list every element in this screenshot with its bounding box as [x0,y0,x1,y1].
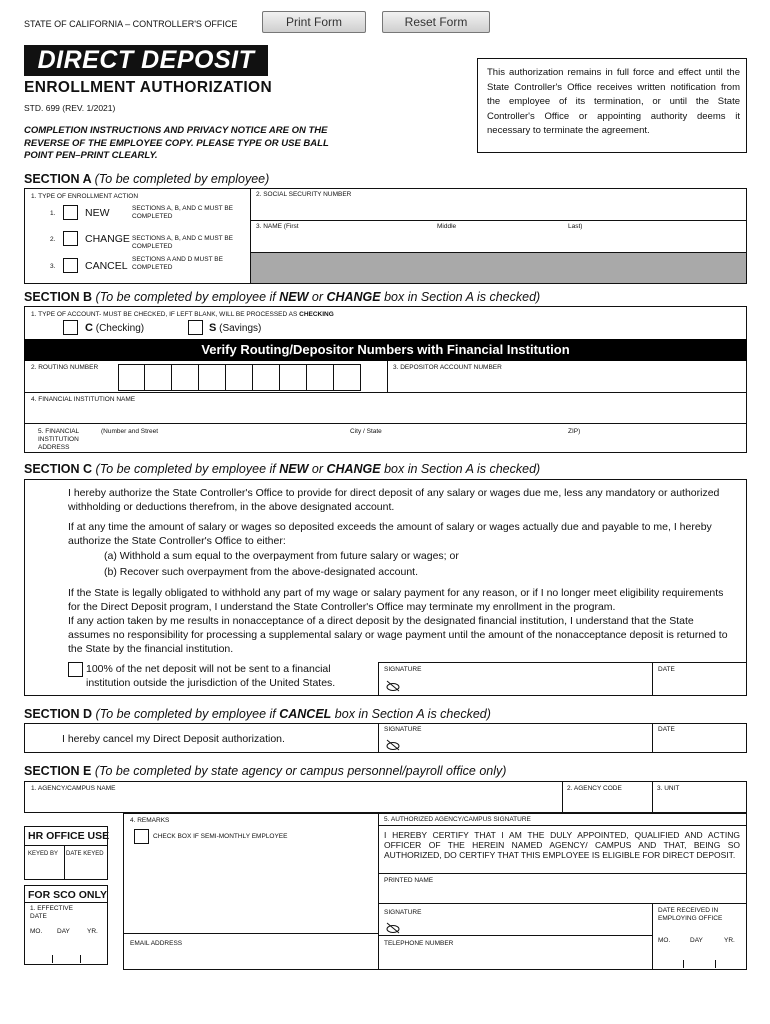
checking-checkbox[interactable] [63,320,78,335]
hr-office-title: HR OFFICE USE [28,830,110,842]
routing-digit[interactable] [146,365,172,391]
foreign-deposit-note: 100% of the net deposit will not be sent to a financial institution outside the jurisdiction of the United States. [86,663,336,689]
section-d-heading: SECTION D (To be completed by employee if CANCEL box in Section A is checked) [24,707,491,721]
account-type-label: 1. TYPE OF ACCOUNT- MUST BE CHECKED, IF LEFT BLANK, WILL BE PROCESSED AS CHECKING [31,311,334,318]
received-yr-label: YR. [724,937,735,944]
section-e-heading: SECTION E (To be completed by state agency or campus personnel/payroll office only) [24,764,507,778]
cancel-authorization-text: I hereby cancel my Direct Deposit authorization. [62,733,285,745]
pen-icon [385,922,401,934]
checking-label: C (Checking) [85,322,145,334]
name-input[interactable] [251,232,746,251]
routing-digit[interactable] [200,365,226,391]
direct-deposit-logo: DIRECT DEPOSIT [24,45,268,76]
effective-day-label: DAY [57,928,70,935]
pen-icon [385,739,401,751]
routing-digit[interactable] [281,365,307,391]
institution-name-label: 4. FINANCIAL INSTITUTION NAME [31,396,136,403]
section-d-signature-label: SIGNATURE [384,726,422,733]
section-b-heading: SECTION B (To be completed by employee if NEW or CHANGE box in Section A is checked) [24,290,541,304]
routing-digit[interactable] [227,365,253,391]
sco-only-title: FOR SCO ONLY [28,889,107,901]
section-d-date-field[interactable] [655,735,745,752]
printed-name-input[interactable] [381,886,745,902]
change-label: CHANGE [85,233,130,245]
authorization-para-1: I hereby authorize the State Controller's Office to provide for direct deposit of any salary or wages due me, less any mandatory or authorized withholding or deductions therefrom, in the above designated account. [68,487,720,513]
cancel-label: CANCEL [85,260,128,272]
section-c-date-label: DATE [658,666,675,673]
form-number: STD. 699 (REV. 1/2021) [24,103,116,113]
printed-name-label: PRINTED NAME [384,877,434,884]
routing-number-boxes[interactable] [118,364,361,391]
effective-mo-label: MO. [30,928,43,935]
ssn-label: 2. SOCIAL SECURITY NUMBER [256,191,352,198]
overpayment-option-b: (b) Recover such overpayment from the above-designated account. [104,566,419,578]
authorization-para-4: If any action taken by me results in nonacceptance of a direct deposit by the designated financial institution, I understand that the State assumes no responsibility for processing a supplemental salary or wage payment until the amount of the nonacceptance deposit is returned to the State by the financial institution. [68,615,728,655]
agency-name-label: 1. AGENCY/CAMPUS NAME [31,785,116,792]
agency-code-label: 2. AGENCY CODE [567,785,622,792]
agency-title: STATE OF CALIFORNIA – CONTROLLER'S OFFICE [24,19,238,29]
name-middle-label: Middle [437,223,457,230]
routing-digit[interactable] [254,365,280,391]
routing-digit[interactable] [119,365,145,391]
date-keyed-label: DATE KEYED [66,851,104,857]
keyed-by-input[interactable] [26,860,62,878]
authorization-para-3: If the State is legally obligated to withhold any part of my wage or salary payment for any reason, or if I no longer meet eligibility requirements for the Direct Deposit program, I understand the State Controller's Office may terminate my enrollment in the program. [68,587,724,613]
date-received-field[interactable] [655,947,745,968]
savings-label: S (Savings) [209,322,262,334]
routing-digit[interactable] [308,365,334,391]
pen-icon [385,680,401,692]
change-checkbox[interactable] [63,231,78,246]
name-first-label: 3. NAME (First [256,223,299,230]
completion-instructions: COMPLETION INSTRUCTIONS AND PRIVACY NOTICE ARE ON THE REVERSE OF THE EMPLOYEE COPY. PLEASE TYPE OR USE BALL POINT PEN–PRINT CLEARLY. [24,125,329,161]
zip-label: ZIP) [568,428,581,435]
foreign-deposit-checkbox[interactable] [68,662,83,677]
section-a-heading: SECTION A (To be completed by employee) [24,172,270,186]
print-form-button[interactable]: Print Form [262,11,366,33]
section-d-date-label: DATE [658,726,675,733]
institution-name-input[interactable] [26,405,745,422]
institution-address-input[interactable] [100,437,745,452]
verify-banner: Verify Routing/Depositor Numbers with Financial Institution [24,339,747,361]
section-c-signature-label: SIGNATURE [384,666,422,673]
section-d-signature-field[interactable] [402,735,650,752]
semi-monthly-label: CHECK BOX IF SEMI-MONTHLY EMPLOYEE [153,833,288,840]
section-c-heading: SECTION C (To be completed by employee if NEW or CHANGE box in Section A is checked) [24,462,541,476]
shaded-area [251,252,746,283]
cancel-checkbox[interactable] [63,258,78,273]
effective-yr-label: YR. [87,928,98,935]
effective-date-field[interactable] [26,940,106,963]
certification-text: I HEREBY CERTIFY THAT I AM THE DULY APPOINTED, QUALIFIED AND ACTING OFFICER OF THE HEREIN NAMED AGENCY/ CAMPUS AND THAT, BEING SO AUTHORIZED, DO CERTIFY THAT THIS EMPLOYEE IS ELIGIBLE FOR DIRECT DEPOSIT. [384,830,740,860]
notice-box [477,58,747,153]
unit-label: 3. UNIT [657,785,680,792]
received-day-label: DAY [690,937,703,944]
notice-text: This authorization remains in full force and effect until the State Controller's Office receives written notification from the employee of its termination, or until the State Controller's Office or appointing authority deems it necessary to terminate the agreement. [487,67,740,136]
depositor-account-input[interactable] [390,374,745,391]
form-title: ENROLLMENT AUTHORIZATION [24,79,273,96]
institution-address-label: 5. FINANCIAL INSTITUTION ADDRESS [38,428,79,451]
routing-digit[interactable] [335,365,361,391]
authorized-signature-label: 5. AUTHORIZED AGENCY/CAMPUS SIGNATURE [384,816,531,823]
section-e-signature-field[interactable] [402,918,650,934]
ssn-input[interactable] [251,201,746,219]
email-label: EMAIL ADDRESS [130,940,183,947]
overpayment-option-a: (a) Withhold a sum equal to the overpayment from future salary or wages; or [104,550,459,562]
reset-form-button[interactable]: Reset Form [382,11,490,33]
section-e-signature-label: SIGNATURE [384,909,422,916]
authorization-para-2: If at any time the amount of salary or wages so deposited exceeds the amount of salary or wages actually due and payable to me, I hereby authorize the State Controller's Office to either: [68,521,712,547]
depositor-account-label: 3. DEPOSITOR ACCOUNT NUMBER [393,364,502,371]
date-keyed-input[interactable] [66,860,106,878]
keyed-by-label: KEYED BY [28,851,59,857]
new-label: NEW [85,207,110,219]
section-c-date-field[interactable] [655,676,745,694]
semi-monthly-checkbox[interactable] [134,829,149,844]
street-label: (Number and Street [101,428,159,435]
name-last-label: Last) [568,223,583,230]
enrollment-type-label: 1. TYPE OF ENROLLMENT ACTION [31,193,139,200]
effective-date-label: 1. EFFECTIVE DATE [30,905,73,920]
city-state-label: City / State [350,428,382,435]
routing-digit[interactable] [173,365,199,391]
new-checkbox[interactable] [63,205,78,220]
section-c-signature-field[interactable] [402,676,650,694]
remarks-label: 4. REMARKS [130,817,170,824]
routing-label: 2. ROUTING NUMBER [31,364,99,371]
received-mo-label: MO. [658,937,671,944]
agency-name-input[interactable] [26,795,560,812]
email-input[interactable] [126,950,376,968]
date-received-label: DATE RECEIVED IN EMPLOYING OFFICE [658,907,723,922]
telephone-input[interactable] [381,950,650,968]
telephone-label: TELEPHONE NUMBER [384,940,454,947]
savings-checkbox[interactable] [188,320,203,335]
